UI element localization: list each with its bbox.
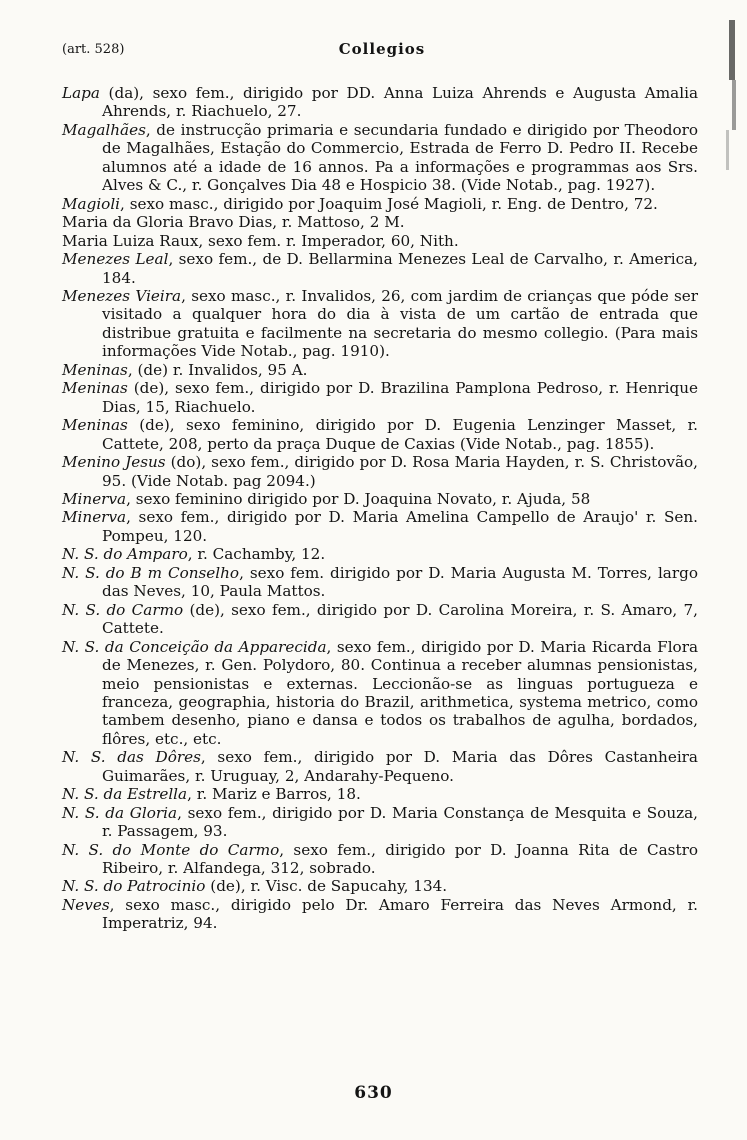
entry-name: Neves xyxy=(62,895,110,914)
list-item xyxy=(62,785,698,803)
page-number: 630 xyxy=(354,1083,393,1103)
entry-name: Meninas xyxy=(62,379,128,398)
list-item xyxy=(62,195,698,213)
list-item xyxy=(62,508,698,545)
entry-text: (de), sexo feminino, dirigido por D. Eugenia Lenzinger Masset, r. Cattete, 208, perto da praça Duque de Caxias (Vide Notab., pag. 1855). xyxy=(102,416,698,453)
entry-text: , sexo feminino dirigido por D. Joaquina Novato, r. Ajuda, 58 xyxy=(126,489,591,508)
list-item xyxy=(62,490,698,508)
list-item xyxy=(62,896,698,933)
entry-text: (da), sexo fem., dirigido por DD. Anna Luiza Ahrends e Augusta Amalia Ahrends, r. Riachuelo, 27. xyxy=(99,84,698,121)
list-item xyxy=(62,250,698,287)
list-item xyxy=(62,877,698,895)
entry-text: (de), sexo fem., dirigido por D. Brazilina Pamplona Pedroso, r. Henrique Dias, 15, Riachuelo. xyxy=(102,379,698,416)
entry-text: , sexo fem., dirigido por D. Maria Constança de Mesquita e Souza, r. Passagem, 93. xyxy=(102,803,698,841)
list-item xyxy=(62,416,698,453)
entry-text: (do), sexo fem., dirigido por D. Rosa Maria Hayden, r. S. Christovão, 95. (Vide Notab. pag 2094.) xyxy=(102,453,698,490)
list-item xyxy=(62,804,698,841)
entry-text: (de), sexo fem., dirigido por D. Carolina Moreira, r. S. Amaro, 7, Cattete. xyxy=(102,600,698,638)
list-item xyxy=(62,748,698,785)
entry-name: N. S. da Conceição da Apparecida xyxy=(62,637,327,656)
list-item xyxy=(62,545,698,563)
entry-name: Meninas xyxy=(62,416,128,435)
entry-text: , sexo masc., r. Invalidos, 26, com jardim de crianças que póde ser visitado a qualquer hora do dia à vista de um cartão de entrada que distribue gratuita e facilmente na secretaria do mesmo collegio. (Para mais informações Vide Notab., pag. 1910). xyxy=(102,286,698,361)
list-item xyxy=(62,213,698,231)
page-edge-stain xyxy=(717,20,739,200)
entry-text: , sexo masc., dirigido por Joaquim José Magioli, r. Eng. de Dentro, 72. xyxy=(120,194,658,213)
list-item xyxy=(62,841,698,878)
article-reference: (art. 528) xyxy=(62,42,125,57)
entry-text: , sexo fem., de D. Bellarmina Menezes Leal de Carvalho, r. America, 184. xyxy=(102,250,698,287)
list-item xyxy=(62,287,698,361)
entry-text: Maria Luiza Raux, sexo fem. r. Imperador, 60, Nith. xyxy=(62,231,459,250)
entry-name: N. S. do B m Conselho xyxy=(62,563,240,582)
entry-text: , sexo fem., dirigido por D. Joanna Rita de Castro Ribeiro, r. Alfandega, 312, sobrado. xyxy=(102,840,698,878)
list-item xyxy=(62,232,698,250)
entry-name: Magalhães xyxy=(62,120,146,139)
entry-text: , r. Cachamby, 12. xyxy=(187,545,326,564)
entry-name: Meninas xyxy=(62,360,128,379)
entry-text: , de instrucção primaria e secundaria fundado e dirigido por Theodoro de Magalhães, Estação do Commercio, Estrada de Ferro D. Pedro II. Recebe alumnos até a idade de 16 annos. Pa a informações e programmas aos Srs. Alves & C., r. Gonçalves Dia 48 e Hospicio 38. (Vide Notab., pag. 1927). xyxy=(102,120,698,195)
entry-text: , sexo fem., dirigido por D. Maria das Dôres Castanheira Guimarães, r. Uruguay, 2, Andarahy-Pequeno. xyxy=(102,748,698,785)
list-item xyxy=(62,564,698,601)
entry-text: (de), r. Visc. de Sapucahy, 134. xyxy=(205,877,448,896)
entry-text: , r. Mariz e Barros, 18. xyxy=(187,785,361,804)
list-item xyxy=(62,84,698,121)
list-item xyxy=(62,453,698,490)
entry-name: Menino Jesus xyxy=(62,453,166,472)
entry-name: Lapa xyxy=(62,84,100,102)
entry-text: Maria da Gloria Bravo Dias, r. Mattoso, 2 M. xyxy=(62,213,405,232)
entry-text: , sexo fem., dirigido por D. Maria Ricarda Flora de Menezes, r. Gen. Polydoro, 80. Continua a receber alumnas pensionistas, meio pensionistas e externas. Leccionão-se as linguas portugueza e franceza, geographia, historia do Brazil, arithmetica, systema metrico, como tambem desenho, piano e dansa e todos os trabalhos de agulha, bordados, flôres, etc., etc. xyxy=(102,637,699,748)
entry-name: Menezes Vieira xyxy=(62,286,182,305)
entry-text: , sexo masc., dirigido pelo Dr. Amaro Ferreira das Neves Armond, r. Imperatriz, 94. xyxy=(102,895,698,933)
entry-name: N. S. das Dôres xyxy=(62,748,201,767)
list-item xyxy=(62,379,698,416)
entry-name: Minerva xyxy=(62,508,127,527)
entry-name: N. S. do Amparo xyxy=(62,545,188,564)
entry-text: , sexo fem., dirigido por D. Maria Amelina Campello de Araujo' r. Sen. Pompeu, 120. xyxy=(102,508,698,545)
entry-name: Magioli xyxy=(62,194,121,213)
page-header xyxy=(62,40,702,62)
page-title: Collegios xyxy=(338,40,426,58)
entry-name: Minerva xyxy=(62,489,127,508)
entry-text: , (de) r. Invalidos, 95 A. xyxy=(127,360,308,379)
entry-name: N. S. do Patrocinio xyxy=(62,877,206,896)
directory-entries xyxy=(62,84,698,933)
list-item xyxy=(62,601,698,638)
list-item xyxy=(62,361,698,379)
entry-name: N. S. da Gloria xyxy=(62,803,178,822)
entry-text: , sexo fem. dirigido por D. Maria Augusta M. Torres, largo das Neves, 10, Paula Mattos. xyxy=(102,563,698,601)
entry-name: N. S. da Estrella xyxy=(62,785,188,804)
list-item xyxy=(62,121,698,195)
list-item xyxy=(62,638,698,749)
entry-name: N. S. do Carmo xyxy=(62,600,184,619)
entry-name: Menezes Leal xyxy=(62,250,169,269)
entry-name: N. S. do Monte do Carmo xyxy=(62,840,280,859)
